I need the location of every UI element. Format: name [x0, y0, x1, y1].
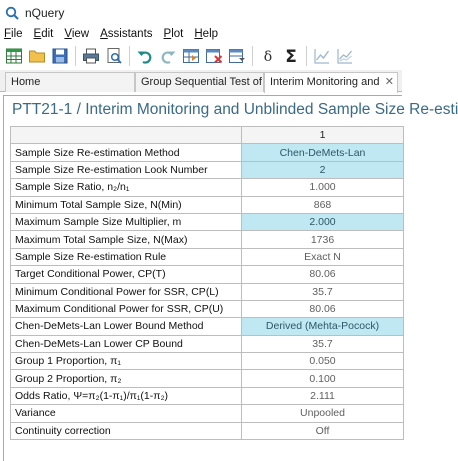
- row-value-cell[interactable]: 35.7: [242, 283, 404, 300]
- table-options-icon: [228, 47, 246, 65]
- row-label: Sample Size Re-estimation Look Number: [11, 161, 242, 178]
- row-value-cell[interactable]: 0.050: [242, 353, 404, 370]
- table-row: [11, 179, 404, 196]
- print-button[interactable]: [80, 45, 102, 67]
- row-value-cell[interactable]: 1.000: [242, 179, 404, 196]
- row-value-cell[interactable]: 0.100: [242, 370, 404, 387]
- table-row: [11, 405, 404, 422]
- toolbar-separator: [252, 46, 253, 66]
- row-label: Chen-DeMets-Lan Lower Bound Method: [11, 318, 242, 335]
- row-value-cell[interactable]: 80.06: [242, 300, 404, 317]
- tab-group-sequential[interactable]: [135, 72, 264, 92]
- row-label: Maximum Sample Size Multiplier, m: [11, 213, 242, 230]
- menu-edit-rest: dit: [41, 28, 54, 40]
- undo-icon: [136, 47, 154, 65]
- row-value-cell[interactable]: 1736: [242, 231, 404, 248]
- document-title: PTT21-1 / Interim Monitoring and Unblinded Sample Size Re-esti: [12, 101, 458, 118]
- table-row: [11, 370, 404, 387]
- menu-view-mnemonic: V: [64, 28, 72, 40]
- menu-help[interactable]: [194, 28, 218, 40]
- print-icon: [82, 47, 100, 65]
- undo-button[interactable]: [134, 45, 156, 67]
- tab-home-label: Home: [11, 76, 41, 88]
- toolbar-separator: [306, 46, 307, 66]
- menu-file-rest: ile: [11, 28, 23, 40]
- svg-text:δ: δ: [263, 48, 273, 65]
- tab-interim-monitoring[interactable]: [264, 72, 398, 93]
- row-value-cell[interactable]: 868: [242, 196, 404, 213]
- table-options-button[interactable]: [226, 45, 248, 67]
- row-label: Target Conditional Power, CP(T): [11, 266, 242, 283]
- menu-help-mnemonic: H: [194, 28, 203, 40]
- table-row: [11, 422, 404, 439]
- multi-plot-button[interactable]: [334, 45, 356, 67]
- menu-assistants[interactable]: [100, 28, 152, 40]
- menu-view[interactable]: [64, 28, 89, 40]
- row-value-cell[interactable]: Exact N: [242, 248, 404, 265]
- row-value-cell[interactable]: Off: [242, 422, 404, 439]
- menu-view-rest: iew: [71, 28, 90, 40]
- row-label: Maximum Conditional Power for SSR, CP(U): [11, 300, 242, 317]
- new-table-icon: [5, 47, 23, 65]
- menu-bar: [0, 25, 402, 43]
- row-label: Odds Ratio, Ψ=π₂(1-π₁)/π₁(1-π₂): [11, 387, 242, 404]
- table-row: [11, 283, 404, 300]
- row-label: Maximum Total Sample Size, N(Max): [11, 231, 242, 248]
- sigma-icon: [282, 47, 300, 65]
- table-row: [11, 318, 404, 335]
- save-icon: [51, 47, 69, 65]
- row-value-cell[interactable]: Chen-DeMets-Lan: [242, 144, 404, 161]
- tab-close-icon[interactable]: ✕: [384, 76, 394, 88]
- menu-edit[interactable]: [34, 28, 54, 40]
- save-button[interactable]: [49, 45, 71, 67]
- menu-edit-mnemonic: E: [33, 28, 42, 40]
- row-label: Chen-DeMets-Lan Lower CP Bound: [11, 335, 242, 352]
- title-bar: [0, 0, 402, 25]
- open-folder-icon: [28, 47, 46, 65]
- clear-table-icon: [205, 47, 223, 65]
- plot-icon: [313, 47, 331, 65]
- document-panel: [3, 95, 458, 461]
- tab-interim-monitoring-label: Interim Monitoring and: [270, 76, 380, 88]
- table-row: [11, 353, 404, 370]
- table-row: [11, 248, 404, 265]
- svg-text:Σ: Σ: [285, 46, 297, 67]
- redo-icon: [159, 47, 177, 65]
- table-row: [11, 144, 404, 161]
- table-row: [11, 387, 404, 404]
- delta-button[interactable]: [257, 45, 279, 67]
- row-value-cell[interactable]: 2.000: [242, 213, 404, 230]
- row-value-cell[interactable]: Unpooled: [242, 405, 404, 422]
- row-value-cell[interactable]: 2: [242, 161, 404, 178]
- tab-home[interactable]: [5, 72, 135, 92]
- row-label: Sample Size Re-estimation Rule: [11, 248, 242, 265]
- row-value-cell[interactable]: Derived (Mehta-Pocock): [242, 318, 404, 335]
- document-tab-bar: [0, 70, 402, 92]
- table-row: [11, 266, 404, 283]
- toolbar-separator: [75, 46, 76, 66]
- row-value-cell[interactable]: 2.111: [242, 387, 404, 404]
- column-header-1[interactable]: 1: [242, 127, 404, 144]
- clear-table-button[interactable]: [203, 45, 225, 67]
- tab-group-sequential-label: Group Sequential Test of: [141, 76, 262, 88]
- toolbar-separator: [129, 46, 130, 66]
- parameter-table: [10, 126, 404, 440]
- nquery-logo-icon: [5, 6, 19, 20]
- row-label: Minimum Total Sample Size, N(Min): [11, 196, 242, 213]
- fill-table-button[interactable]: [180, 45, 202, 67]
- delta-icon: [259, 47, 277, 65]
- row-label: Group 1 Proportion, π₁: [11, 353, 242, 370]
- row-label: Continuity correction: [11, 422, 242, 439]
- menu-plot[interactable]: [164, 28, 184, 40]
- table-header-row: [11, 127, 404, 144]
- row-value-cell[interactable]: 80.06: [242, 266, 404, 283]
- multi-plot-icon: [336, 47, 354, 65]
- table-row: [11, 231, 404, 248]
- fill-table-icon: [182, 47, 200, 65]
- table-row: [11, 213, 404, 230]
- print-preview-button[interactable]: [103, 45, 125, 67]
- toolbar: [0, 43, 402, 68]
- sigma-button[interactable]: [280, 45, 302, 67]
- app-title: nQuery: [25, 5, 65, 20]
- new-table-button[interactable]: [3, 45, 25, 67]
- row-value-cell[interactable]: 35.7: [242, 335, 404, 352]
- row-label: Sample Size Ratio, n₂/n₁: [11, 179, 242, 196]
- header-blank-cell: [11, 127, 242, 144]
- menu-assistants-mnemonic: A: [100, 28, 108, 40]
- menu-file-mnemonic: F: [4, 28, 12, 40]
- table-row: [11, 161, 404, 178]
- menu-help-rest: elp: [202, 28, 219, 40]
- row-label: Variance: [11, 405, 242, 422]
- plot-button[interactable]: [311, 45, 333, 67]
- menu-file[interactable]: [4, 28, 23, 40]
- row-label: Sample Size Re-estimation Method: [11, 144, 242, 161]
- open-button[interactable]: [26, 45, 48, 67]
- table-row: [11, 300, 404, 317]
- menu-plot-mnemonic: P: [163, 28, 172, 40]
- row-label: Group 2 Proportion, π₂: [11, 370, 242, 387]
- print-preview-icon: [105, 47, 123, 65]
- menu-assistants-rest: ssistants: [107, 28, 153, 40]
- row-label: Minimum Conditional Power for SSR, CP(L): [11, 283, 242, 300]
- menu-plot-rest: lot: [171, 28, 184, 40]
- redo-button[interactable]: [157, 45, 179, 67]
- table-row: [11, 335, 404, 352]
- table-row: [11, 196, 404, 213]
